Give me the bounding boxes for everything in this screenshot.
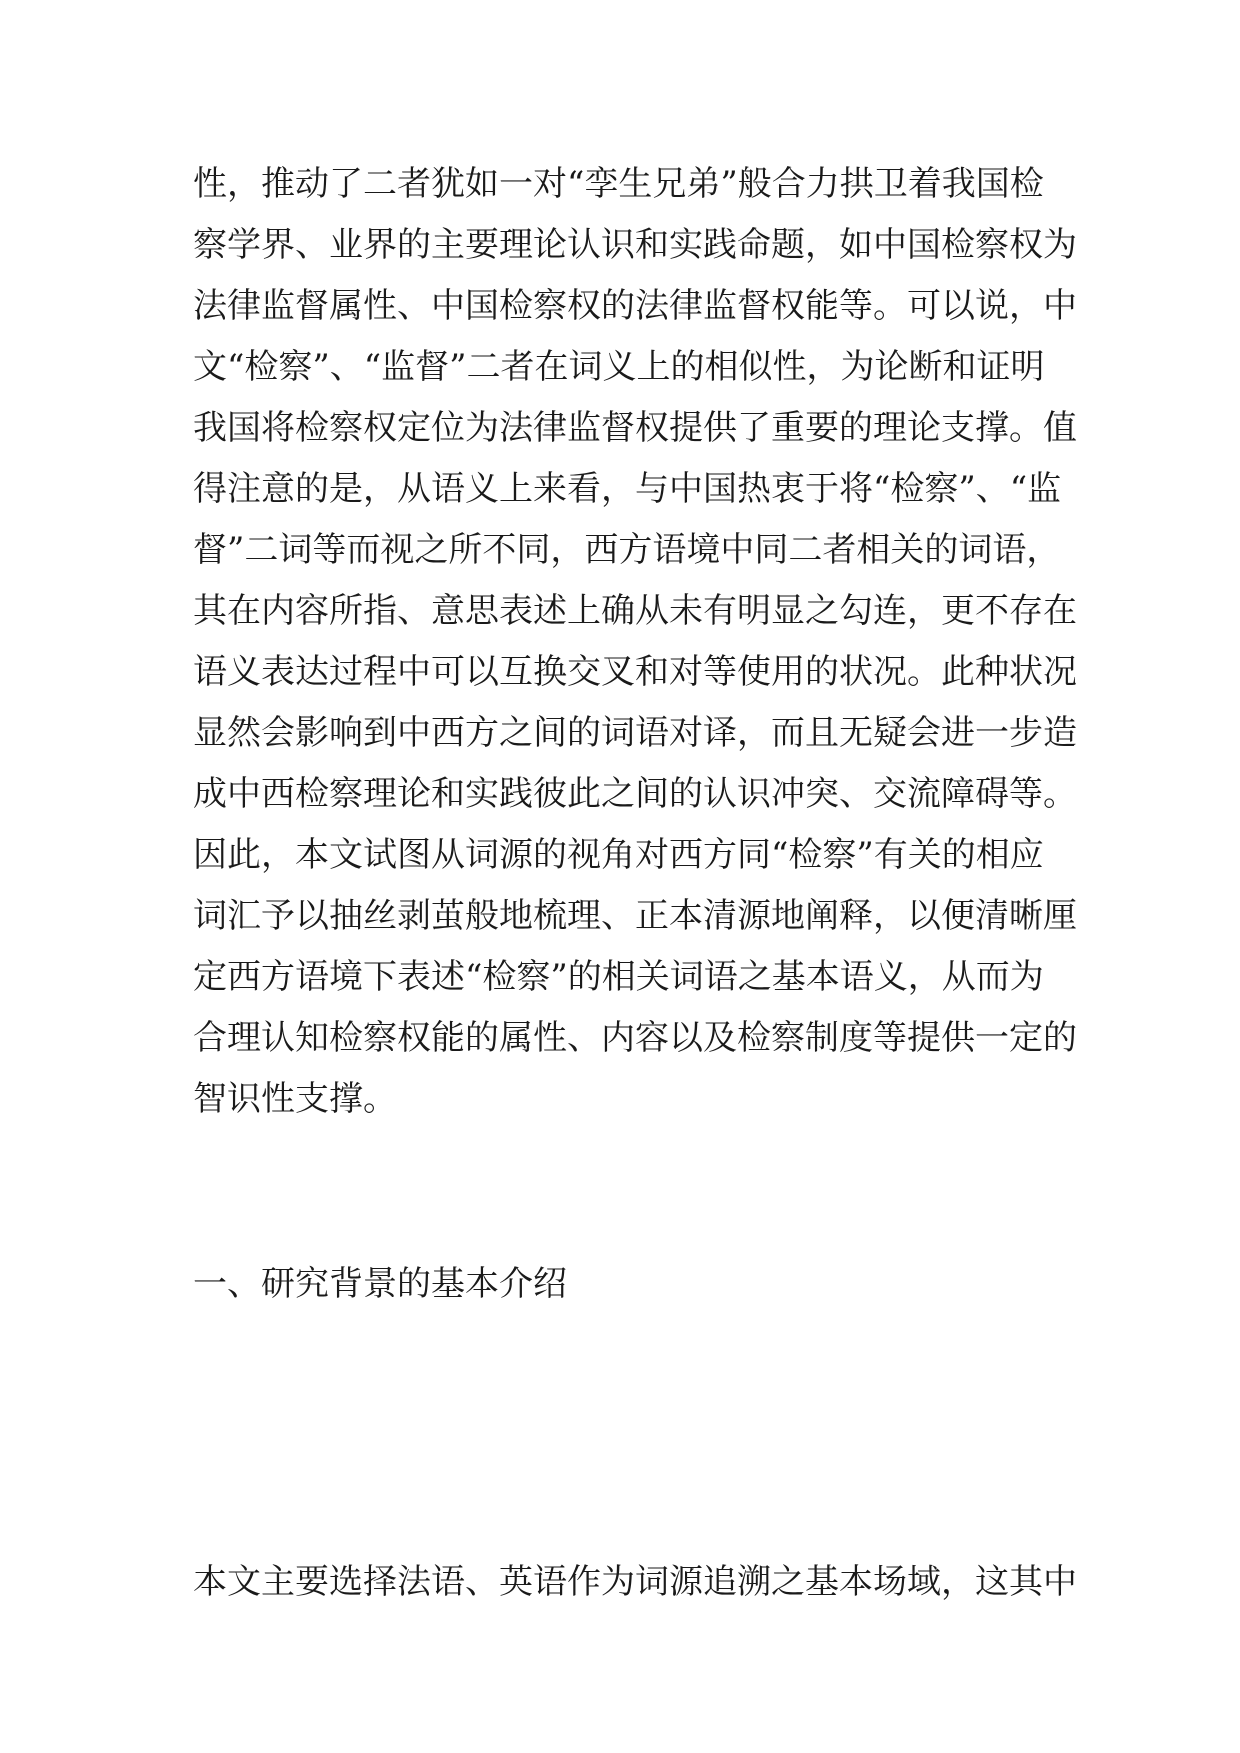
- body-text-line: 成中西检察理论和实践彼此之间的认识冲突、交流障碍等。: [193, 774, 1077, 814]
- body-text-line: 得注意的是，从语义上来看，与中国热衷于将“检察”、“监: [193, 469, 1062, 509]
- body-text-line: 察学界、业界的主要理论认识和实践命题，如中国检察权为: [193, 225, 1077, 265]
- body-text-line: 智识性支撑。: [193, 1079, 397, 1119]
- body-text-line: 词汇予以抽丝剥茧般地梳理、正本清源地阐释，以便清晰厘: [193, 896, 1077, 936]
- body-text-line: 我国将检察权定位为法律监督权提供了重要的理论支撑。值: [193, 408, 1077, 448]
- body-text-line: 其在内容所指、意思表述上确从未有明显之勾连，更不存在: [193, 591, 1077, 631]
- body-text-line: 本文主要选择法语、英语作为词源追溯之基本场域，这其中: [193, 1562, 1077, 1602]
- body-text-line: 定西方语境下表述“检察”的相关词语之基本语义，从而为: [193, 957, 1044, 997]
- body-text-line: 法律监督属性、中国检察权的法律监督权能等。可以说，中: [193, 286, 1077, 326]
- body-text-line: 督”二词等而视之所不同，西方语境中同二者相关的词语，: [193, 530, 1061, 570]
- body-text-line: 文“检察”、“监督”二者在词义上的相似性，为论断和证明: [193, 347, 1045, 387]
- body-text-line: 合理认知检察权能的属性、内容以及检察制度等提供一定的: [193, 1018, 1077, 1058]
- body-text-line: 因此，本文试图从词源的视角对西方同“检察”有关的相应: [193, 835, 1044, 875]
- body-text-line: 显然会影响到中西方之间的词语对译，而且无疑会进一步造: [193, 713, 1077, 753]
- body-text-line: 语义表达过程中可以互换交叉和对等使用的状况。此种状况: [193, 652, 1077, 692]
- section-heading: 一、研究背景的基本介绍: [193, 1264, 567, 1304]
- body-text-line: 性，推动了二者犹如一对“孪生兄弟”般合力拱卫着我国检: [193, 164, 1044, 204]
